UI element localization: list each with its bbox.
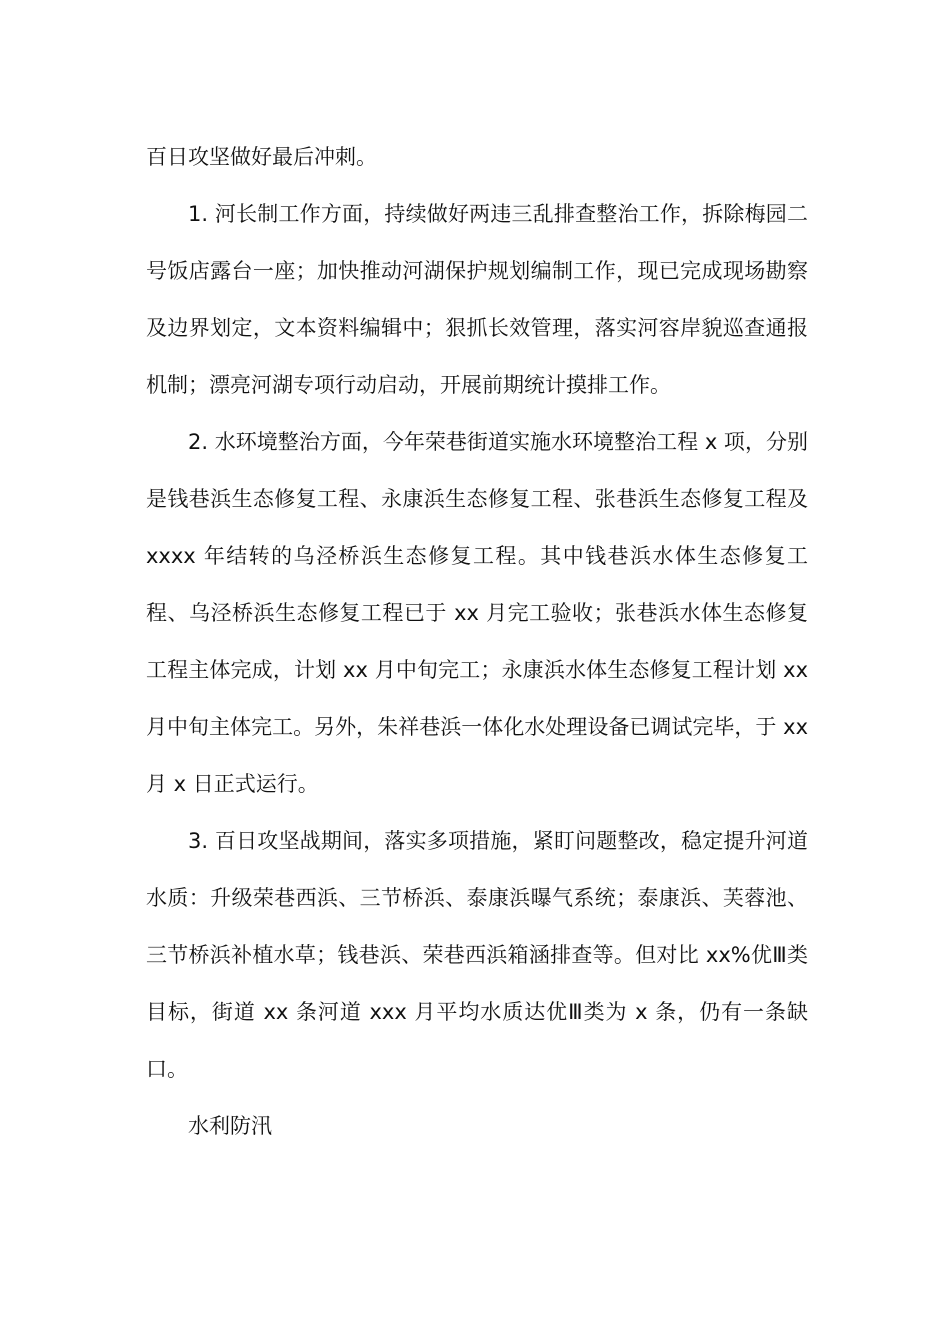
paragraph-hundred-day-campaign: 3. 百日攻坚战期间，落实多项措施，紧盯问题整改，稳定提升河道水质：升级荣巷西浜、三节桥浜、泰康浜曝气系统；泰康浜、芙蓉池、三节桥浜补植水草；钱巷浜、荣巷西浜箱涵排查等。但对比 xx%优Ⅲ类目标，街道 xx 条河道 xxx 月平均水质达优Ⅲ类为 x 条，仍有一条缺口。 [146,829,808,1081]
paragraph-river-chief: 1. 河长制工作方面，持续做好两违三乱排查整治工作，拆除梅园二号饭店露台一座；加快推动河湖保护规划编制工作，现已完成现场勘察及边界划定，文本资料编辑中；狠抓长效管理，落实河容岸貌巡查通报机制；漂亮河湖专项行动启动，开展前期统计摸排工作。 [146,202,808,397]
paragraph-water-environment: 2. 水环境整治方面，今年荣巷街道实施水环境整治工程 x 项，分别是钱巷浜生态修复工程、永康浜生态修复工程、张巷浜生态修复工程及 xxxx 年结转的乌泾桥浜生态修复工程。其中钱巷浜水体生态修复工程、乌泾桥浜生态修复工程已于 xx 月完工验收；张巷浜水体生态修复工程主体完成，计划 xx 月中旬完工；永康浜水体生态修复工程计划 xx 月中旬主体完工。另外，朱祥巷浜一体化水处理设备已调试完毕，于 xx 月 x 日正式运行。 [146,430,808,796]
paragraph-continuation: 百日攻坚做好最后冲刺。 [146,145,377,169]
document-body [146,129,808,1155]
section-heading-flood-control: 水利防汛 [188,1114,272,1138]
